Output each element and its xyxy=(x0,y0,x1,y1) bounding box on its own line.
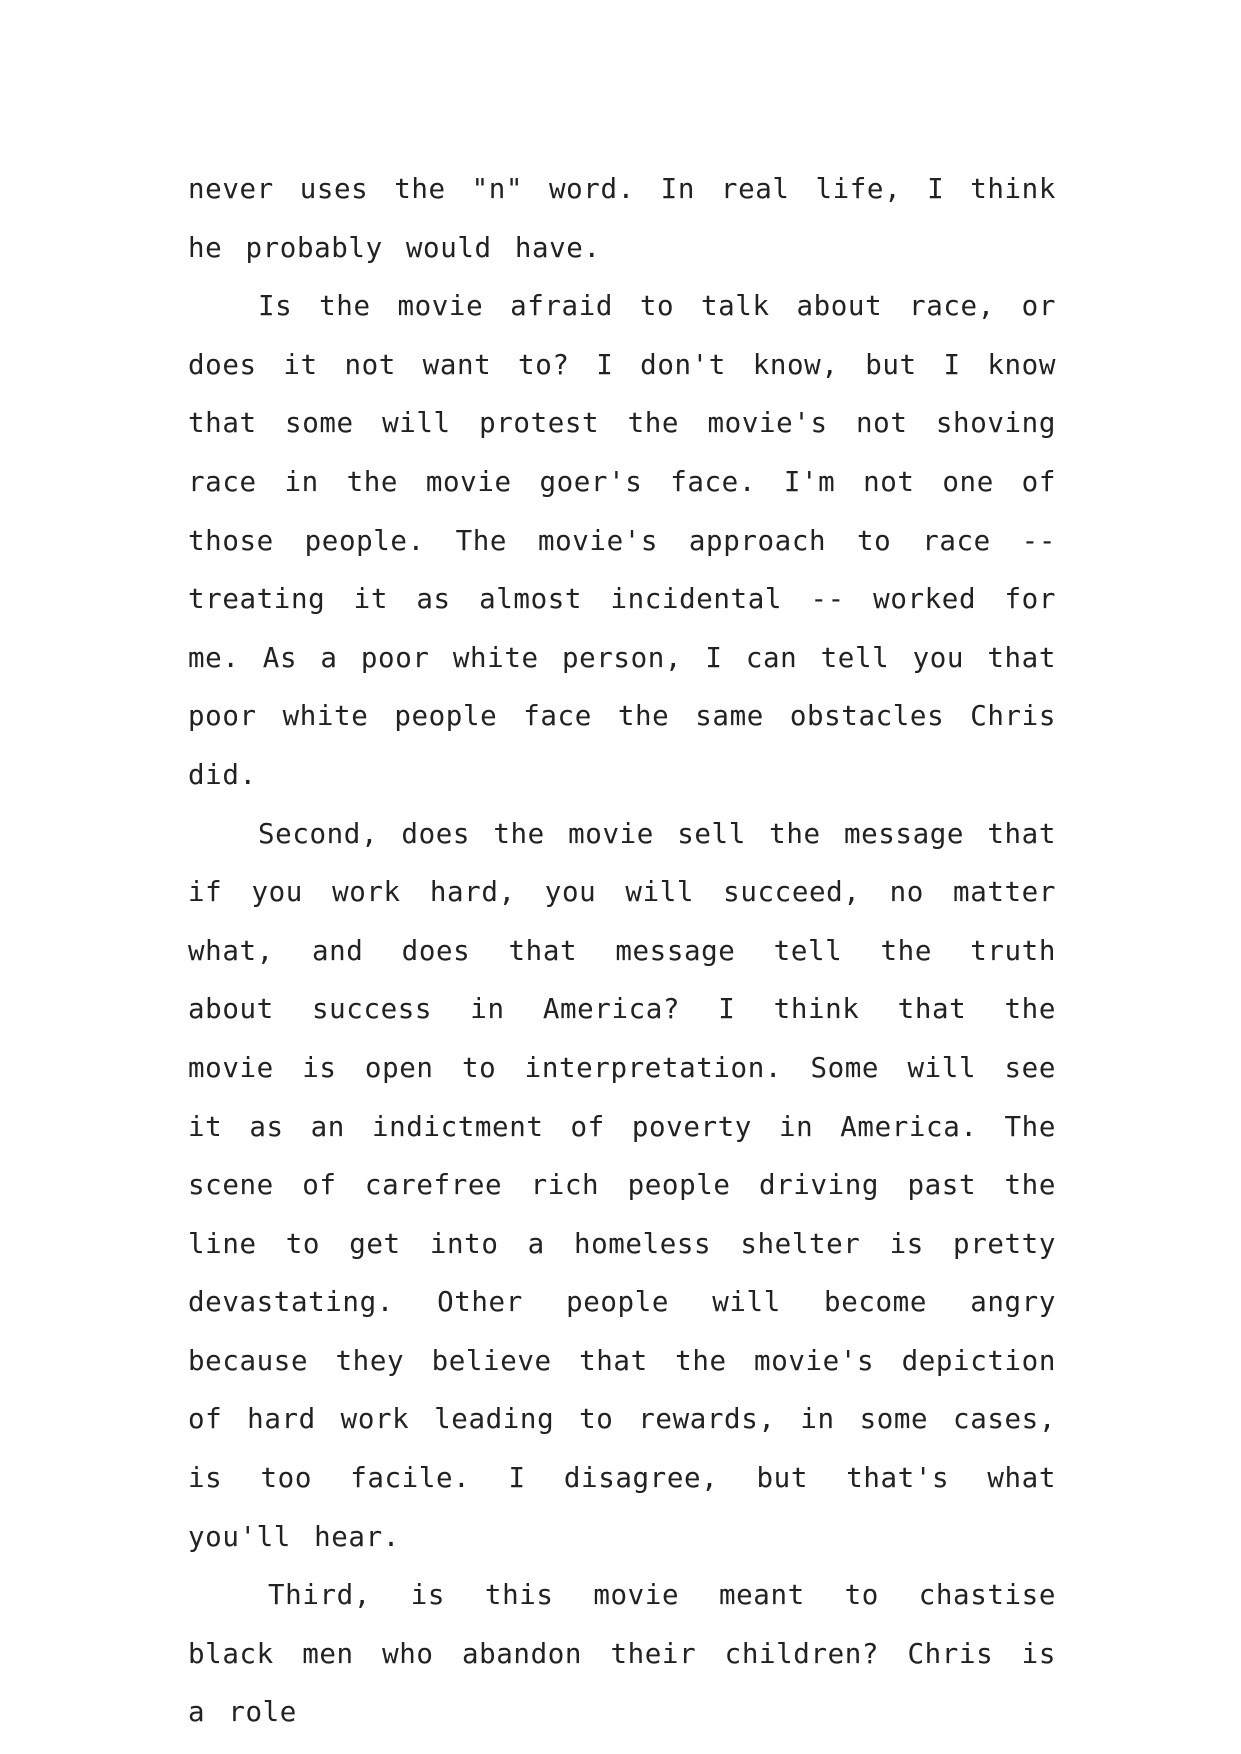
paragraph-1: never uses the "n" word. In real life, I think he probably would have. xyxy=(188,173,1056,264)
paragraph-3: Second, does the movie sell the message that if you work hard, you will succeed, no matter what, and does that message tell the truth about success in America? I think that the movie is open to interpretation. Some will see it as an indictment of poverty in America. The scene of carefree rich people driving past the line to get into a homeless shelter is pretty devastating. Other people will become angry because they believe that the movie's depiction of hard work leading to rewards, in some cases, is too facile. I disagree, but that's what you'll hear. xyxy=(188,817,1056,1553)
document-body xyxy=(188,160,1056,1742)
paragraph-4: Third, is this movie meant to chastise black men who abandon their children? Chris is a role xyxy=(188,1579,1056,1729)
paragraph-2: Is the movie afraid to talk about race, or does it not want to? I don't know, but I know that some will protest the movie's not shoving race in the movie goer's face. I'm not one of those people. The movie's approach to race -- treating it as almost incidental -- worked for me. As a poor white person, I can tell you that poor white people face the same obstacles Chris did. xyxy=(188,290,1056,791)
